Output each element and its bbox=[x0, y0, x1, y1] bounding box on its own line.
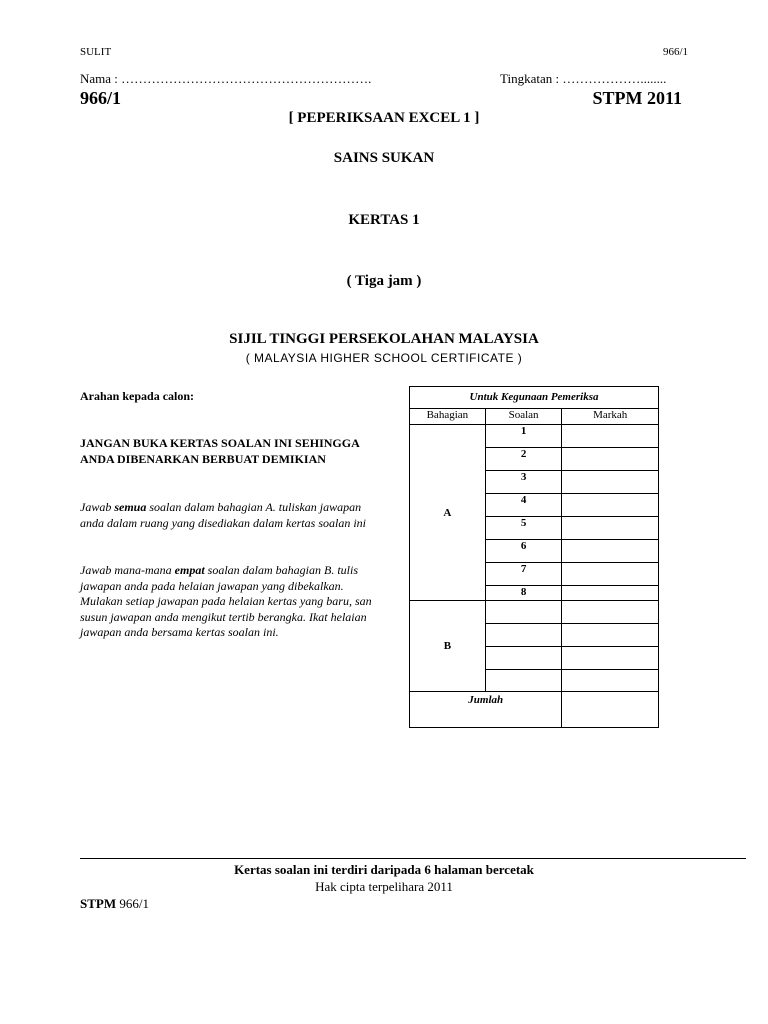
mark-cell bbox=[562, 517, 659, 540]
tingkatan-field: Tingkatan : ………………........ bbox=[500, 71, 667, 86]
col-markah: Markah bbox=[562, 409, 659, 425]
instructions-warning: JANGAN BUKA KERTAS SOALAN INI SEHINGGA ANDA DIBENARKAN BERBUAT DEMIKIAN bbox=[80, 436, 360, 466]
question-cell: 3 bbox=[485, 471, 562, 494]
exam-name: [ PEPERIKSAAN EXCEL 1 ] bbox=[288, 110, 480, 126]
footer-code bbox=[80, 896, 149, 912]
question-cell bbox=[485, 624, 562, 647]
para1-post: soalan dalam bahagian A. tuliskan jawapan anda dalam ruang yang disediakan dalam kertas soalan ini bbox=[80, 500, 366, 530]
nama-field: Nama : …………………………………………………. bbox=[80, 71, 372, 86]
footer-code-bold: STPM bbox=[80, 896, 117, 911]
mark-cell bbox=[562, 425, 659, 448]
question-cell bbox=[485, 601, 562, 624]
exam-year: STPM 2011 bbox=[592, 88, 682, 108]
subject-title: SAINS SUKAN bbox=[333, 150, 435, 166]
paper-code: 966/1 bbox=[80, 88, 122, 108]
instructions-para-1 bbox=[80, 500, 380, 531]
total-label: Jumlah bbox=[410, 692, 562, 728]
question-cell: 8 bbox=[485, 586, 562, 601]
section-b: B bbox=[410, 601, 486, 692]
question-cell bbox=[485, 647, 562, 670]
table-caption: Untuk Kegunaan Pemeriksa bbox=[410, 387, 659, 409]
question-cell: 4 bbox=[485, 494, 562, 517]
duration: ( Tiga jam ) bbox=[346, 273, 422, 289]
mark-cell bbox=[562, 647, 659, 670]
question-cell: 5 bbox=[485, 517, 562, 540]
footer-code-rest: 966/1 bbox=[116, 896, 149, 911]
page-count: Kertas soalan ini terdiri daripada 6 halaman bercetak bbox=[234, 862, 534, 877]
para1-bold: semua bbox=[114, 500, 147, 514]
certificate-title: SIJIL TINGGI PERSEKOLAHAN MALAYSIA bbox=[229, 331, 539, 347]
header-left: SULIT bbox=[80, 46, 112, 58]
mark-cell bbox=[562, 563, 659, 586]
paper-title: KERTAS 1 bbox=[348, 212, 420, 228]
header-right: 966/1 bbox=[662, 46, 688, 58]
mark-cell bbox=[562, 624, 659, 647]
question-cell bbox=[485, 670, 562, 692]
footer-divider bbox=[80, 858, 746, 859]
para1-pre: Jawab bbox=[80, 500, 115, 514]
certificate-english: ( MALAYSIA HIGHER SCHOOL CERTIFICATE ) bbox=[245, 351, 523, 365]
question-cell: 1 bbox=[485, 425, 562, 448]
total-mark-cell bbox=[562, 692, 659, 728]
mark-cell bbox=[562, 471, 659, 494]
instructions-heading: Arahan kepada calon: bbox=[80, 389, 195, 403]
question-cell: 2 bbox=[485, 448, 562, 471]
mark-cell bbox=[562, 448, 659, 471]
copyright: Hak cipta terpelihara 2011 bbox=[315, 879, 453, 894]
mark-cell bbox=[562, 540, 659, 563]
instructions-para-2 bbox=[80, 563, 380, 641]
col-bahagian: Bahagian bbox=[410, 409, 486, 425]
mark-cell bbox=[562, 494, 659, 517]
para2-bold: empat bbox=[174, 563, 205, 577]
mark-cell bbox=[562, 670, 659, 692]
col-soalan: Soalan bbox=[485, 409, 562, 425]
examiner-table bbox=[409, 386, 659, 728]
para2-post: soalan dalam bahagian B. tulis jawapan anda pada helaian jawapan yang dibekalkan. Mulakan setiap jawapan pada helaian kertas yang baru, san susun jawapan anda mengikut tertib berangka. Ikat helaian jawapan anda bersama kertas soalan ini. bbox=[80, 563, 372, 639]
para2-pre: Jawab mana-mana bbox=[80, 563, 175, 577]
mark-cell bbox=[562, 601, 659, 624]
mark-cell bbox=[562, 586, 659, 601]
question-cell: 7 bbox=[485, 563, 562, 586]
section-a: A bbox=[410, 425, 486, 601]
question-cell: 6 bbox=[485, 540, 562, 563]
